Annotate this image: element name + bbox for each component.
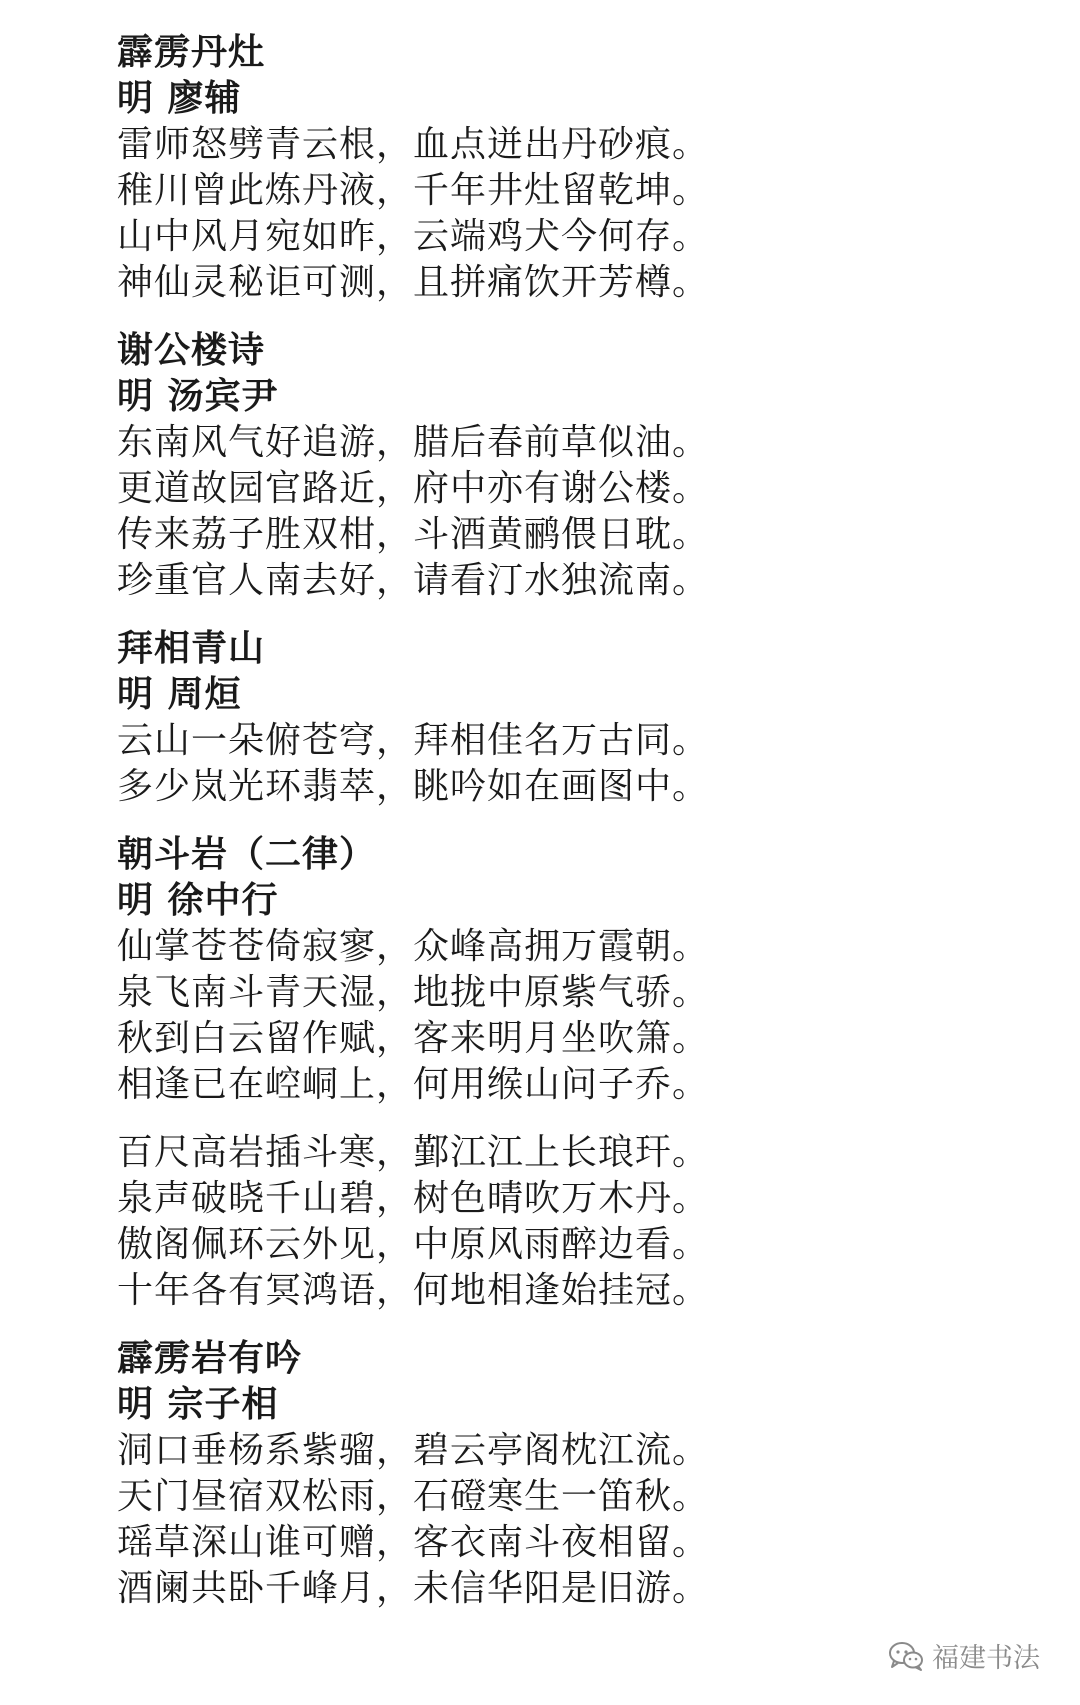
poem-line: 瑶草深山谁可赠，客衣南斗夜相留。	[117, 1522, 710, 1563]
watermark	[888, 1636, 1040, 1675]
wechat-icon	[888, 1641, 924, 1671]
poem-author: 明 汤宾尹	[117, 376, 279, 417]
poem	[117, 30, 1017, 306]
poem-line: 珍重官人南去好，请看汀水独流南。	[117, 560, 710, 601]
poem-line: 傲阁佩环云外见，中原风雨醉边看。	[117, 1224, 710, 1265]
poem-author: 明 廖辅	[117, 78, 242, 119]
poem-author: 明 周烜	[117, 674, 242, 715]
poem-title: 霹雳丹灶	[117, 32, 266, 73]
poem-title: 霹雳岩有吟	[117, 1338, 303, 1379]
poem-title: 朝斗岩（二律）	[117, 834, 377, 875]
poem	[117, 626, 1017, 810]
poem-line: 传来荔子胜双柑，斗酒黄鹂偎日耽。	[117, 514, 710, 555]
poem-line: 稚川曾此炼丹液，千年井灶留乾坤。	[117, 170, 710, 211]
poem-line: 酒阑共卧千峰月，未信华阳是旧游。	[117, 1568, 710, 1609]
poem-line: 山中风月宛如昨，云端鸡犬今何存。	[117, 216, 710, 257]
poem-line: 相逢已在崆峒上，何用缑山问子乔。	[117, 1064, 710, 1105]
poem-line: 仙掌苍苍倚寂寥，众峰高拥万霞朝。	[117, 926, 710, 967]
poem-line: 雷师怒劈青云根，血点迸出丹砂痕。	[117, 124, 710, 165]
poem-title: 拜相青山	[117, 628, 266, 669]
poem	[117, 832, 1017, 1314]
stanza-gap	[117, 1108, 1017, 1130]
poem-title: 谢公楼诗	[117, 330, 266, 371]
poem-author: 明 宗子相	[117, 1384, 279, 1425]
poem-line: 神仙灵秘讵可测，且拼痛饮开芳樽。	[117, 262, 710, 303]
poem-author: 明 徐中行	[117, 880, 279, 921]
poem-line: 泉声破晓千山碧，树色晴吹万木丹。	[117, 1178, 710, 1219]
poem-line: 更道故园官路近，府中亦有谢公楼。	[117, 468, 710, 509]
poem-line: 洞口垂杨系紫骝，碧云亭阁枕江流。	[117, 1430, 710, 1471]
poem-line: 百尺高岩插斗寒，鄞江江上长琅玕。	[117, 1132, 710, 1173]
poem-line: 十年各有冥鸿语，何地相逢始挂冠。	[117, 1270, 710, 1311]
poem	[117, 1336, 1017, 1612]
poem-line: 泉飞南斗青天湿，地拢中原紫气骄。	[117, 972, 710, 1013]
poem-line: 云山一朵俯苍穹，拜相佳名万古同。	[117, 720, 710, 761]
poem-line: 天门昼宿双松雨，石磴寒生一笛秋。	[117, 1476, 710, 1517]
poem-line: 东南风气好追游，腊后春前草似油。	[117, 422, 710, 463]
poem-line: 秋到白云留作赋，客来明月坐吹箫。	[117, 1018, 710, 1059]
poem-line: 多少岚光环翡萃，眺吟如在画图中。	[117, 766, 710, 807]
poem-collection	[117, 30, 1017, 1634]
poem	[117, 328, 1017, 604]
watermark-text: 福建书法	[932, 1643, 1040, 1674]
